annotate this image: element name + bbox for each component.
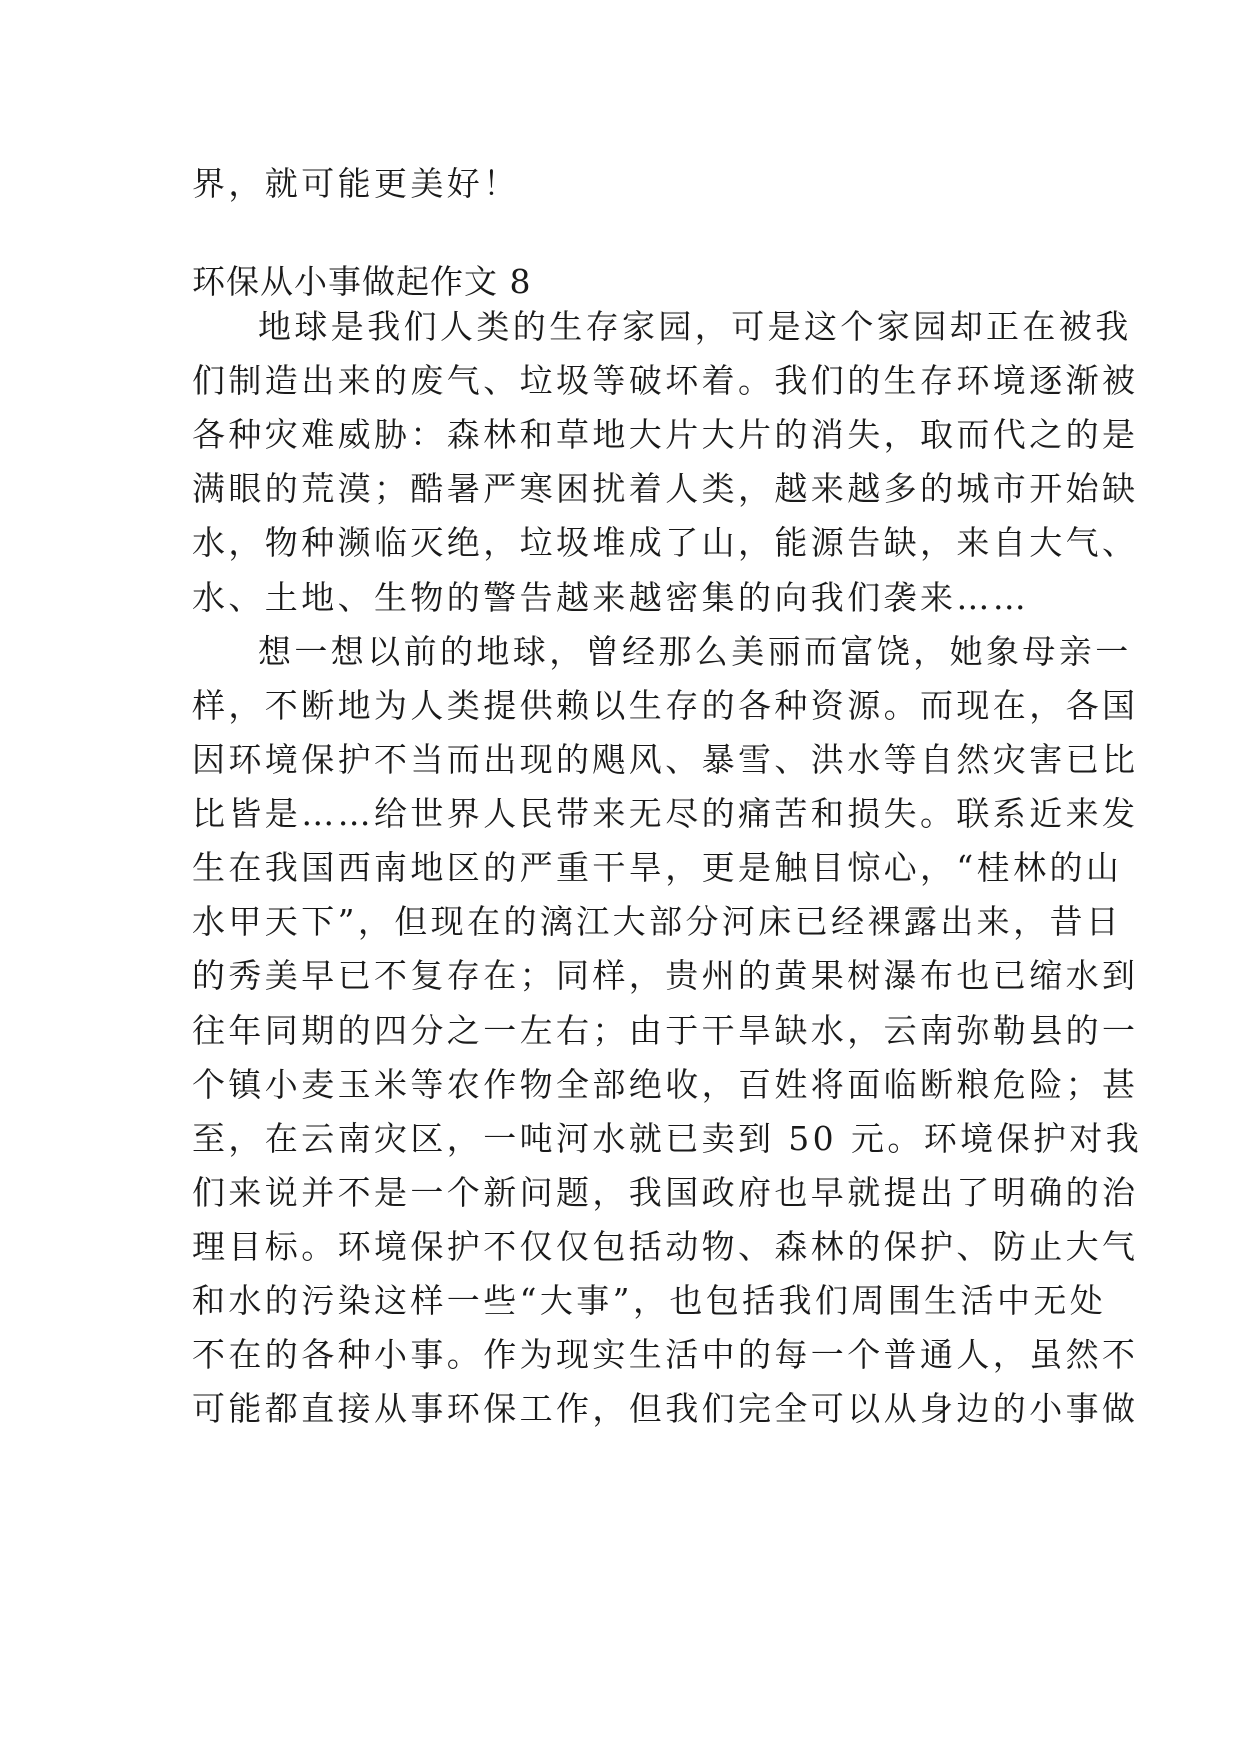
paragraph-line: 水，物种濒临灭绝，垃圾堆成了山，能源告缺，来自大气、: [192, 523, 1139, 562]
paragraph-line: 至，在云南灾区，一吨河水就已卖到 50 元。环境保护对我: [192, 1119, 1143, 1158]
paragraph-line: 和水的污染这样一些“大事”，也包括我们周围生活中无处: [192, 1281, 1107, 1320]
paragraph-line: 可能都直接从事环保工作，但我们完全可以从身边的小事做: [192, 1389, 1139, 1428]
paragraph-line: 个镇小麦玉米等农作物全部绝收，百姓将面临断粮危险；甚: [192, 1065, 1139, 1104]
paragraph-line: 水、土地、生物的警告越来越密集的向我们袭来……: [192, 578, 1030, 617]
paragraph-line: 生在我国西南地区的严重干旱，更是触目惊心，“桂林的山: [192, 848, 1123, 887]
essay-title: 环保从小事做起作文 8: [192, 262, 532, 301]
paragraph-line: 们制造出来的废气、垃圾等破坏着。我们的生存环境逐渐被: [192, 361, 1139, 400]
paragraph-line: 不在的各种小事。作为现实生活中的每一个普通人，虽然不: [192, 1335, 1139, 1374]
paragraph-line: 样，不断地为人类提供赖以生存的各种资源。而现在，各国: [192, 686, 1139, 725]
paragraph-line: 因环境保护不当而出现的飓风、暴雪、洪水等自然灾害已比: [192, 740, 1139, 779]
continuation-line: 界，就可能更美好！: [192, 164, 520, 203]
paragraph-line: 水甲天下”，但现在的漓江大部分河床已经裸露出来，昔日: [192, 902, 1123, 941]
paragraph-line: 比皆是……给世界人民带来无尽的痛苦和损失。联系近来发: [192, 794, 1139, 833]
paragraph-line: 满眼的荒漠；酷暑严寒困扰着人类，越来越多的城市开始缺: [192, 469, 1139, 508]
paragraph-line: 地球是我们人类的生存家园，可是这个家园却正在被我: [258, 307, 1132, 346]
paragraph-line: 往年同期的四分之一左右；由于干旱缺水，云南弥勒县的一: [192, 1011, 1139, 1050]
paragraph-line: 的秀美早已不复存在；同样，贵州的黄果树瀑布也已缩水到: [192, 956, 1139, 995]
paragraph-line: 们来说并不是一个新问题，我国政府也早就提出了明确的治: [192, 1173, 1139, 1212]
paragraph-line: 各种灾难威胁：森林和草地大片大片的消失，取而代之的是: [192, 415, 1139, 454]
paragraph-line: 想一想以前的地球，曾经那么美丽而富饶，她象母亲一: [258, 632, 1132, 671]
paragraph-line: 理目标。环境保护不仅仅包括动物、森林的保护、防止大气: [192, 1227, 1139, 1266]
